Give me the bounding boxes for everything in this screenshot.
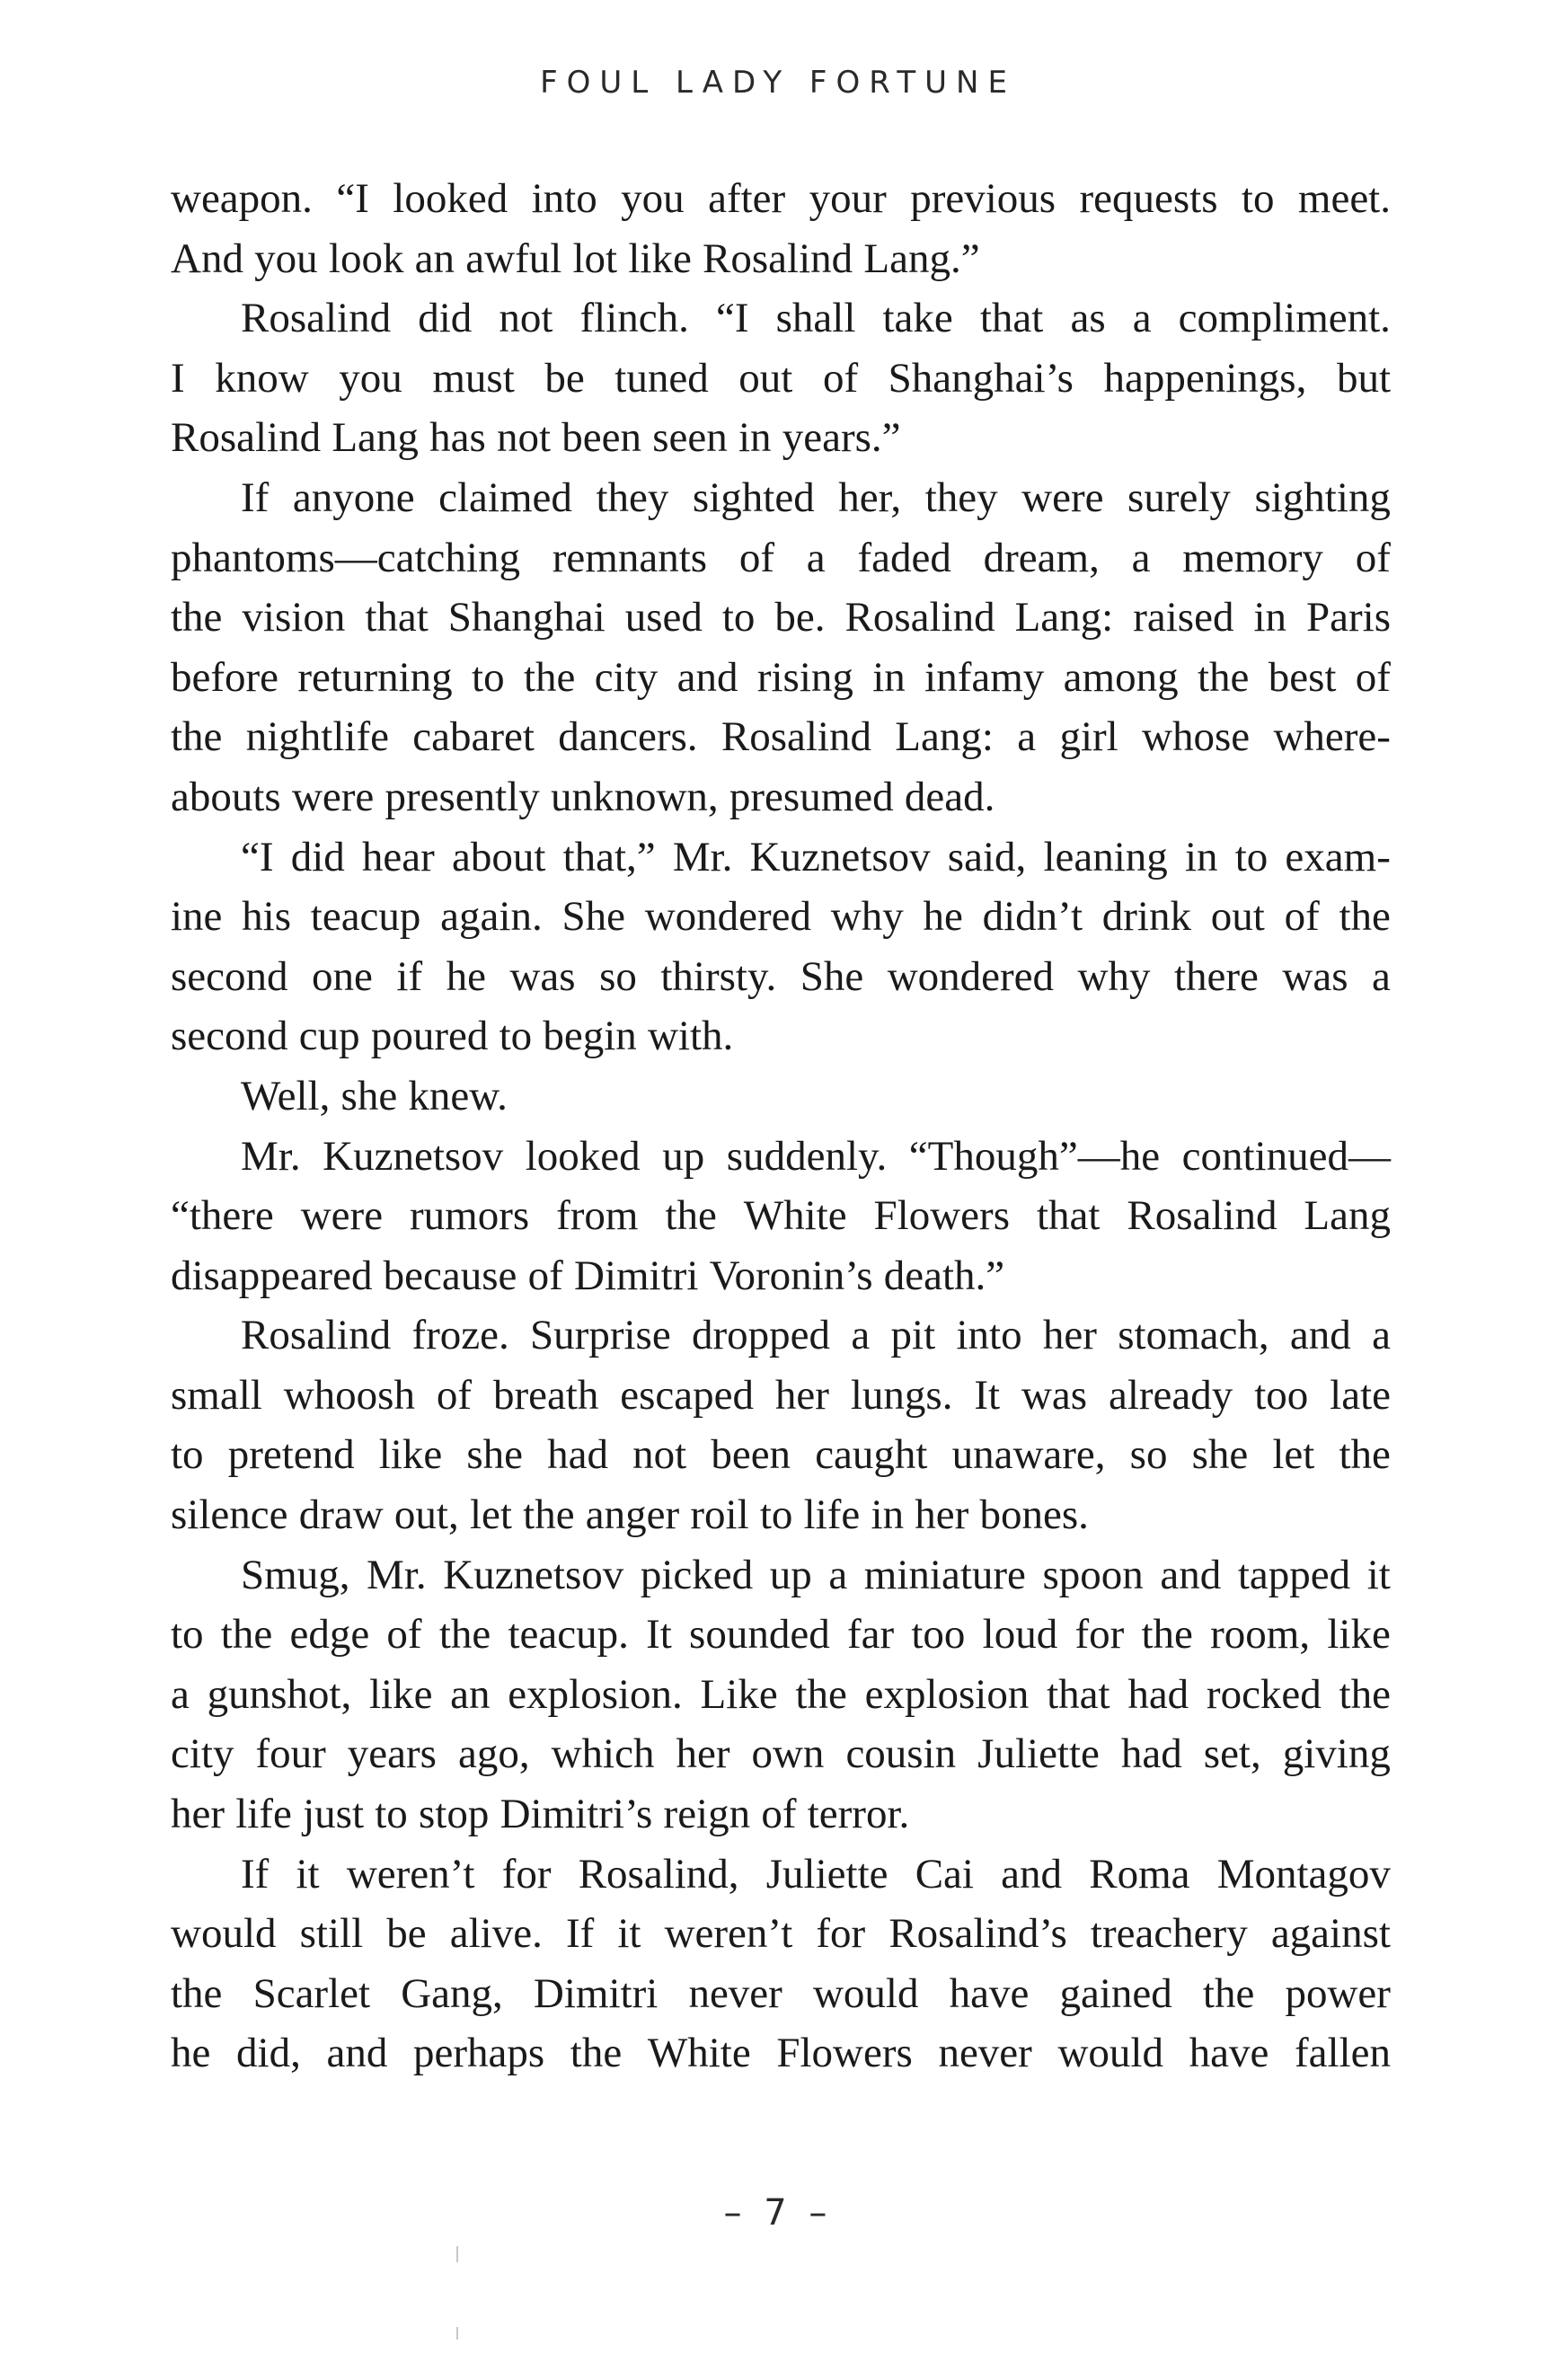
text-line: small whoosh of breath escaped her lungs. It was already too late xyxy=(171,1371,1391,1419)
text-line: Mr. Kuznetsov looked up suddenly. “Though”—he continued— xyxy=(241,1132,1391,1180)
text-line: second cup poured to begin with. xyxy=(171,1013,734,1060)
text-line: he did, and perhaps the White Flowers never would have fallen xyxy=(171,2030,1391,2077)
text-line: Rosalind froze. Surprise dropped a pit into her stomach, and a xyxy=(241,1312,1391,1359)
text-line: “there were rumors from the White Flowers that Rosalind Lang xyxy=(171,1192,1391,1240)
running-head: FOUL LADY FORTUNE xyxy=(540,65,1016,101)
text-line: a gunshot, like an explosion. Like the explosion that had rocked the xyxy=(171,1670,1391,1718)
text-line: the nightlife cabaret dancers. Rosalind Lang: a girl whose where- xyxy=(171,713,1391,761)
text-line: before returning to the city and rising in infamy among the best of xyxy=(171,653,1391,701)
text-line: Smug, Mr. Kuznetsov picked up a miniature spoon and tapped it xyxy=(241,1551,1391,1598)
text-line: weapon. “I looked into you after your previous requests to meet. xyxy=(171,175,1391,222)
text-line: would still be alive. If it weren’t for Rosalind’s treachery against xyxy=(171,1910,1391,1958)
text-line: “I did hear about that,” Mr. Kuznetsov said, leaning in to exam- xyxy=(241,833,1391,880)
text-line: Rosalind did not flinch. “I shall take that as a compliment. xyxy=(241,295,1391,342)
text-line: phantoms—catching remnants of a faded dream, a memory of xyxy=(171,534,1391,581)
text-line: disappeared because of Dimitri Voronin’s death.” xyxy=(171,1252,1005,1299)
body-text xyxy=(171,169,1391,2084)
text-line: her life just to stop Dimitri’s reign of terror. xyxy=(171,1791,910,1838)
text-line: to pretend like she had not been caught unaware, so she let the xyxy=(171,1431,1391,1479)
text-line: And you look an awful lot like Rosalind Lang.” xyxy=(171,234,980,282)
text-line: abouts were presently unknown, presumed dead. xyxy=(171,773,995,820)
text-line: Rosalind Lang has not been seen in years.” xyxy=(171,414,901,462)
text-line: second one if he was so thirsty. She wondered why there was a xyxy=(171,952,1391,1000)
text-line: I know you must be tuned out of Shanghai’s happenings, but xyxy=(171,354,1391,402)
scan-speck xyxy=(456,2327,458,2340)
text-line: Well, she knew. xyxy=(241,1072,508,1119)
text-line: If it weren’t for Rosalind, Juliette Cai and Roma Montagov xyxy=(241,1850,1391,1898)
text-line: the Scarlet Gang, Dimitri never would have gained the power xyxy=(171,1969,1391,2017)
page-number: – 7 – xyxy=(723,2192,833,2234)
text-line: If anyone claimed they sighted her, they were surely sighting xyxy=(241,473,1391,521)
text-line: to the edge of the teacup. It sounded far too loud for the room, like xyxy=(171,1611,1391,1659)
text-line: silence draw out, let the anger roil to life in her bones. xyxy=(171,1491,1089,1539)
text-line: the vision that Shanghai used to be. Rosalind Lang: raised in Paris xyxy=(171,594,1391,641)
scan-speck xyxy=(456,2246,458,2262)
text-line: city four years ago, which her own cousin Juliette had set, giving xyxy=(171,1730,1391,1778)
text-line: ine his teacup again. She wondered why he didn’t drink out of the xyxy=(171,893,1391,941)
